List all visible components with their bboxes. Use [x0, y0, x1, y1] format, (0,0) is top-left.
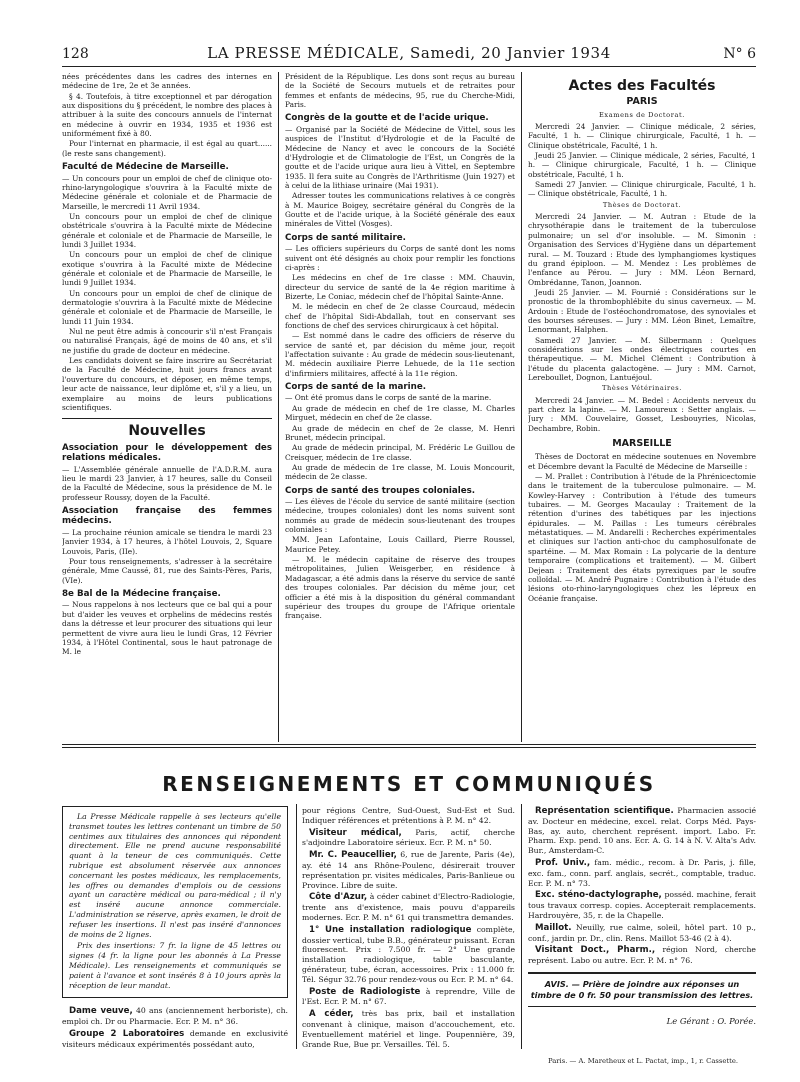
paragraph: Président de la République. Les dons sont reçus au bureau de la Société de Secours mutuels et de retraites pour femmes et enfants de médecins, 95, rue du Cherche-Midi, Paris.: [285, 72, 515, 110]
paragraph: Samedi 27 Janvier. — Clinique chirurgicale, Faculté, 1 h. — Clinique obstétricale, Faculté, 1 h.: [528, 180, 756, 199]
ad-head: Maillot.: [535, 922, 572, 933]
paragraph: MM. Jean Lafontaine, Louis Caillard, Pierre Roussel, Maurice Petey.: [285, 535, 515, 554]
header-rule: [62, 66, 756, 67]
list-item: [302, 925, 515, 985]
ad-text: à reprendre, Ville de l'Est. Ecr. P. M. n° 67.: [302, 986, 515, 1007]
paragraph: — M. Prallet : Contribution à l'étude de la Phrénicectomie dans le traitement de la tuberculose pulmonaire. — M. Kowley-Harvey : Contribution à l'étude des tumeurs tubaires. — M. Georges Macaulay : Traitement de la rétention d'urines des tabétiques par les injections épidurales. — M. Paillas : Les tumeurs cérébrales métastatiques. — M. Andarelli : Recherches expérimentales et cliniques sur l'action anti-choc du camphosulfonate de spartéine. — M. Max Romain : La polycarie de la denture temporaire (complications et traitement). — M. Gilbert Dejean : Traitement des états pyrexiques par le soufre colloïdal. — M. André Pugnaire : Contribution à l'étude des lésions oto-rhino-laryngologiques chez les lépreux en Océanie française.: [528, 472, 756, 603]
avis-notice: AVIS. — Prière de joindre aux réponses un timbre de 0 fr. 50 pour transmission des lettres.: [530, 978, 754, 1000]
paragraph: Samedi 27 Janvier. — M. Silbermann : Quelques considérations sur les ondes électriques courtes en thérapeutique. — M. Michel Clément : Contribution à l'étude du placenta galactogène. — Jury : MM. Carnot, Lereboullet, Dognon, Lantuéjoul.: [528, 335, 756, 382]
section-heading: Congrès de la goutte et de l'acide urique.: [285, 113, 489, 124]
ad-text: Paris, actif, cherche s'adjoindre Laboratoire sérieux. Ecr. P. M. n° 50.: [302, 827, 515, 848]
paragraph: — M. le médecin capitaine de réserve des troupes métropolitaines, Julien Weisgerber, en résidence à Madagascar, a été admis dans la réserve du service de santé des troupes coloniales. Par décision du même jour, cet officier a été mis à la disposition du général commandant supérieur des troupes du groupe de l'Afrique orientale française.: [285, 555, 515, 621]
paragraph: — Organisé par la Société de Médecine de Vittel, sous les auspices de l'Institut d'Hydrologie et de la Faculté de Médecine de Nancy et avec le concours de la Société d'Hydrologie et de Climatologie de l'Est, un Congrès de la goutte et de l'acide urique aura lieu à Vittel, en Septembre 1935. Il fera suite au Congrès de l'Arthritisme (Juin 1927) et à celui de la lithiase urinaire (Mai 1931).: [285, 124, 515, 190]
paragraph: Adresser toutes les communications relatives à ce congrès à M. Maurice Boigey, secrétaire général du Congrès de la Goutte et de l'acide urique, à la Société générale des eaux minérales de Vittel (Vosges).: [285, 191, 515, 229]
paragraph: Nul ne peut être admis à concourir s'il n'est Français ou naturalisé Français, âgé de moins de 40 ans, et s'il ne justifie du grade de docteur en médecine.: [62, 327, 272, 355]
section-rule: [62, 747, 756, 748]
paragraph: — Un concours pour un emploi de chef de clinique oto-rhino-laryngologique s'ouvrira à la Faculté mixte de Médecine générale et coloniale et de Pharmacie de Marseille, le mercredi 11 Avril 1934.: [62, 173, 272, 211]
gerant-signature: Le Gérant : O. Porée.: [666, 1015, 756, 1026]
column-1: [62, 72, 272, 740]
subsection-label: Examens de Doctorat.: [599, 110, 685, 119]
ad-head: 1° Une installation radiologique: [309, 924, 472, 935]
column-divider: [278, 72, 279, 742]
ad-text: région Nord, cherche représent. Labo ou autre. Ecr. P. M. n° 76.: [528, 945, 756, 966]
subsection-label: Thèses de Doctorat.: [602, 200, 682, 209]
ad-text: Neuilly, rue calme, soleil, hôtel part. 10 p., conf., jardin pr. Dr., clin. Rens. Maillot 53-46 (2 à 4).: [528, 922, 756, 943]
ad-head: Côte d'Azur,: [309, 892, 368, 903]
column-divider: [296, 804, 297, 1049]
ad-head: Prof. Univ.,: [535, 857, 591, 868]
section-rule: [62, 418, 272, 419]
list-item: [528, 890, 756, 920]
section-heading: Faculté de Médecine de Marseille.: [62, 162, 229, 173]
list-item: [528, 945, 756, 966]
paragraph: Mercredi 24 Janvier. — M. Bedel : Accidents nerveux du part chez la lapine. — M. Lamoureux : Setter anglais. — Jury : MM. Couvelaire, Gosset, Lesbouyries, Nicolas, Dechambre, Robin.: [528, 395, 756, 433]
paragraph: — La prochaine réunion amicale se tiendra le mardi 23 Janvier 1934, à 17 heures, à l'hôtel Louvois, 2, Square Louvois, Paris, (IIe).: [62, 527, 272, 556]
page-header: [62, 40, 756, 64]
printer-imprint: Paris. — A. Maretheux et L. Pactat, imp., 1, r. Cassette.: [547, 1057, 739, 1065]
ad-text: fam. médic., recom. à Dr. Paris, j. fille, exc. fam., conn. parf. anglais, secrét., comptable, traduc. Ecr. P. M. n° 73.: [528, 857, 756, 888]
ad-head: Visitant Doct., Pharm.,: [535, 945, 656, 956]
paragraph: Au grade de médecin en chef de 2e classe, M. Henri Brunet, médecin principal.: [285, 423, 515, 442]
paragraph: Les candidats doivent se faire inscrire au Secrétariat de la Faculté de Médecine, huit jours francs avant l'ouverture du concours, et déposer, en même temps, leur acte de naissance, leur diplôme et, s'il y a lieu, un exemplaire au moins de leurs publications scientifiques.: [62, 356, 272, 412]
list-item: [302, 1009, 515, 1049]
paragraph: Mercredi 24 Janvier. — M. Autran : Etude de la chrysothérapie dans le traitement de la tuberculose pulmonaire; un sel d'or insoluble. — M. Simonin : Organisation des Services d'Hygiène dans un département rural. — M. Touzard : Etude des lymphangiomes kystiques du grand épiploon. — M. Mendez : Les problèmes de l'enfance au Pérou. — Jury : MM. Léon Bernard, Ombrédanne, Tanon, Joannon.: [528, 212, 756, 287]
ad-head: Visiteur médical,: [309, 827, 402, 838]
ad-text: très bas prix, bail et installation convenant à clinique, maison d'accouchement, etc. Eventuellement matériel et linge. Poupennière, 39, Grande Rue, Bue pr. Versailles. Tél. 5.: [302, 1009, 515, 1049]
paragraph: — L'Assemblée générale annuelle de l'A.D.R.M. aura lieu le mardi 23 Janvier, à 17 heures, salle du Conseil de la Faculté de Médecine, sous la présidence de M. le professeur Roussy, doyen de la Faculté.: [62, 464, 272, 502]
notice-box: [62, 806, 288, 998]
ad-head: Mr. C. Peaucellier,: [309, 850, 397, 861]
ad-text: demande en exclusivité visiteurs médicaux expérimentés possédant auto,: [62, 1028, 288, 1049]
paragraph: Thèses de Doctorat en médecine soutenues en Novembre et Décembre devant la Faculté de Médecine de Marseille :: [528, 452, 756, 471]
paragraph: Les médecins en chef de 1re classe : MM. Chauvin, directeur du service de santé de la 4e région maritime à Bizerte, Le Coniac, médecin chef de l'hôpital Sainte-Anne.: [285, 273, 515, 301]
ads-column-2: [302, 806, 515, 1056]
paragraph: — Est nommé dans le cadre des officiers de réserve du service de santé et, par décision du même jour, reçoit l'affectation suivante : Au grade de médecin sous-lieutenant, M. médecin auxiliaire Pierre Lehuede, de la 11e section d'infirmiers militaires, affecté à la 11e région.: [285, 331, 515, 378]
renseignements-title: RENSEIGNEMENTS ET COMMUNIQUÉS: [162, 772, 656, 796]
list-item: [528, 923, 756, 944]
issue-number: N° 6: [723, 46, 756, 62]
paragraph: Jeudi 25 Janvier. — Clinique médicale, 2 séries, Faculté, 1 h. — Clinique chirurgicale, Faculté, 1 h. — Clinique obstétricale, Faculté, 1 h.: [528, 151, 756, 179]
list-item: [62, 1029, 288, 1050]
ad-head: Groupe 2 Laboratoires: [69, 1028, 185, 1039]
ads-column-3: [528, 806, 756, 1052]
marseille-heading: MARSEILLE: [612, 438, 672, 450]
paragraph: — Les élèves de l'école du service de santé militaire (section médecine, troupes coloniales) dont les noms suivent sont nommés au grade de médecin sous-lieutenant des troupes coloniales :: [285, 497, 515, 535]
column-divider: [521, 72, 522, 742]
ad-text: à céder cabinet d'Electro-Radiologie, trente ans d'existence, mais pouvu d'appareils modernes. Ecr. P. M. n° 61 qui transmettra demandes.: [302, 892, 515, 922]
section-rule: [528, 972, 756, 974]
section-heading: Association française des femmes médecins.: [62, 505, 272, 527]
paragraph: nées précédentes dans les cadres des internes en médecine de 1re, 2e et 3e années.: [62, 72, 272, 91]
paragraph: Au grade de médecin de 1re classe, M. Louis Moncourit, médecin de 2e classe.: [285, 462, 515, 482]
section-heading: Corps de santé de la marine.: [285, 381, 427, 392]
ad-head: Poste de Radiologiste: [309, 986, 421, 997]
paragraph: Au grade de médecin en chef de 1re classe, M. Charles Mirguet, médecin en chef de 2e classe.: [285, 403, 515, 423]
ad-head: Représentation scientifique.: [535, 806, 674, 816]
column-2: [285, 72, 515, 740]
ad-text: Pharmacien associé av. Docteur en médecine, excel. relat. Corps Méd. Pays-Bas, ay. auto, cherchent représent. import. Labo. Fr. Pharm. Exp. pend. 10 ans. Ecr. A. G. 14 à N. V. Alta's Adv. Bur., Amsterdam-C.: [528, 806, 756, 856]
column-divider: [521, 804, 522, 1049]
ad-head: Exc. sténo-dactylographe,: [535, 890, 662, 901]
section-heading: Corps de santé des troupes coloniales.: [285, 485, 476, 496]
paragraph: Un concours pour un emploi de chef de clinique exotique s'ouvrira à la Faculté mixte de Médecine générale et coloniale et de Pharmacie de Marseille, le lundi 9 Juillet 1934.: [62, 250, 272, 288]
ads-column-1: [62, 806, 288, 1056]
subsection-label: Thèses Vétérinaires.: [601, 384, 682, 393]
list-item: [528, 806, 756, 856]
list-item: [302, 806, 515, 826]
column-3: [528, 72, 756, 740]
list-item: [302, 828, 515, 849]
list-item: [528, 858, 756, 888]
paragraph: § 4. Toutefois, à titre exceptionnel et par dérogation aux dispositions du § précédent, le nombre des places à attribuer à la suite des concours annuels de l'internat en médecine à ouvrir en 1934, 1935 et 1936 est uniformément fixé à 80.: [62, 91, 272, 139]
paragraph: Au grade de médecin principal, M. Frédéric Le Guillou de Creisquer, médecin de 1re classe.: [285, 443, 515, 462]
paragraph: Mercredi 24 Janvier. — Clinique médicale, 2 séries, Faculté, 1 h. — Clinique chirurgicale, Faculté, 1 h. — Clinique obstétricale, Faculté, 1 h.: [528, 122, 756, 150]
paragraph: Un concours pour un emploi de chef de clinique de dermatologie s'ouvrira à la Faculté mixte de Médecine générale et coloniale et de Pharmacie de Marseille, le lundi 11 Juin 1934.: [62, 288, 272, 326]
paris-heading: PARIS: [626, 96, 658, 108]
section-heading: Association pour le développement des relations médicales.: [62, 442, 272, 464]
list-item: [302, 850, 515, 890]
nouvelles-heading: Nouvelles: [128, 423, 206, 440]
ad-text: complète, dossier vertical, tube B.B., générateur puissant. Ecran fluorescent. Prix : 7.500 fr. — 2° Une grande installation radiologique, table basculante, générateur, tube, écran, accessoires. Prix : 11.000 fr. Tél. Ségur 32.76 pour rendez-vous ou Ecr. P. M. n° 64.: [302, 924, 515, 984]
paragraph: Prix des insertions: 7 fr. la ligne de 45 lettres ou signes (4 fr. la ligne pour les abonnés à La Presse Médicale). Les renseignements et communiqués se paient à l'avance et sont insérés 8 à 10 jours après la réception de leur mandat.: [69, 941, 281, 990]
section-heading: 8e Bal de la Médecine française.: [62, 588, 221, 599]
paragraph: M. le médecin en chef de 2e classe Courcaud, médecin chef de l'hôpital Sidi-Abdallah, tout en conservant ses fonctions de chef des services chirurgicaux à cet hôpital.: [285, 302, 515, 330]
ad-text: pour régions Centre, Sud-Ouest, Sud-Est et Sud. Indiquer références et prétentions à P. M. n° 42.: [302, 806, 515, 825]
paragraph: Pour l'internat en pharmacie, il est égal au quart...... (le reste sans changement).: [62, 139, 272, 158]
list-item: [302, 892, 515, 922]
paragraph: — Les officiers supérieurs du Corps de santé dont les noms suivent ont été désignés au choix pour remplir les fonctions ci-après :: [285, 244, 515, 272]
paragraph: Un concours pour un emploi de chef de clinique obstétricale s'ouvrira à la Faculté mixte de Médecine générale et coloniale et de Pharmacie de Marseille, le lundi 3 Juillet 1934.: [62, 211, 272, 249]
section-rule: [528, 1006, 756, 1007]
ad-text: 40 ans (anciennement herboriste), ch. emploi ch. Dr ou Pharmacie. Ecr. P. M. n° 36.: [62, 1006, 288, 1027]
list-item: [302, 987, 515, 1008]
ad-head: A céder,: [309, 1009, 354, 1020]
journal-title: LA PRESSE MÉDICALE, Samedi, 20 Janvier 1934: [207, 44, 611, 62]
actes-heading: Actes des Facultés: [568, 78, 716, 94]
paragraph: — Ont été promus dans le corps de santé de la marine.: [285, 393, 492, 403]
list-item: [62, 1006, 288, 1027]
ad-text: posséd. machine, ferait tous travaux corresp. copies. Accepterait remplacements. Hardrouyère, 35, r. de la Chapelle.: [528, 890, 756, 920]
paragraph: La Presse Médicale rappelle à ses lecteurs qu'elle transmet toutes les lettres contenant un timbre de 50 centimes aux titulaires des annonces qui répondent directement. Elle ne prend aucune responsabilité quant à la teneur de ces communiqués. Cette rubrique est absolument réservée aux annonces concernant les postes médicaux, les remplacements, les offres ou demandes d'emplois ou de cessions ayant un caractère médical ou para-médical ; il n'y est inséré aucune annonce commerciale. L'administration se réserve, après examen, le droit de refuser les insertions. Il n'est pas inséré d'annonces de moins de 2 lignes.: [69, 812, 281, 939]
paragraph: — Nous rappelons à nos lecteurs que ce bal qui a pour but d'aider les veuves et orphelins de médecins restés dans la détresse et leur procurer des situations qui leur permettent de vivre aura lieu le lundi Gras, 12 Février 1934, à l'Hôtel Continental, sous le haut patronage de M. le: [62, 600, 272, 657]
paragraph: Jeudi 25 Janvier. — M. Fournié : Considérations sur le pronostic de la thrombophlébite du sinus caverneux. — M. Ardouin : Etude de l'ostéochondromatose, des synoviales et des bourses séreuses. — Jury : MM. Léon Binet, Lemaître, Lenormant, Halphen.: [528, 287, 756, 335]
ad-text: 6, rue de Jarente, Paris (4e), ay. été 14 ans Rhône-Poulenc, désirerait trouver représentation pr. visites médicales, Paris-Banlieue ou Province. Libre de suite.: [302, 850, 515, 890]
section-heading: Corps de santé militaire.: [285, 232, 406, 243]
paragraph: Pour tous renseignements, s'adresser à la secrétaire générale, Mme Caussé, 81, rue des Saints-Pères, Paris, (VIe).: [62, 556, 272, 585]
section-rule: [62, 744, 756, 745]
ad-head: Dame veuve,: [69, 1006, 133, 1017]
page-number: 128: [62, 46, 89, 62]
